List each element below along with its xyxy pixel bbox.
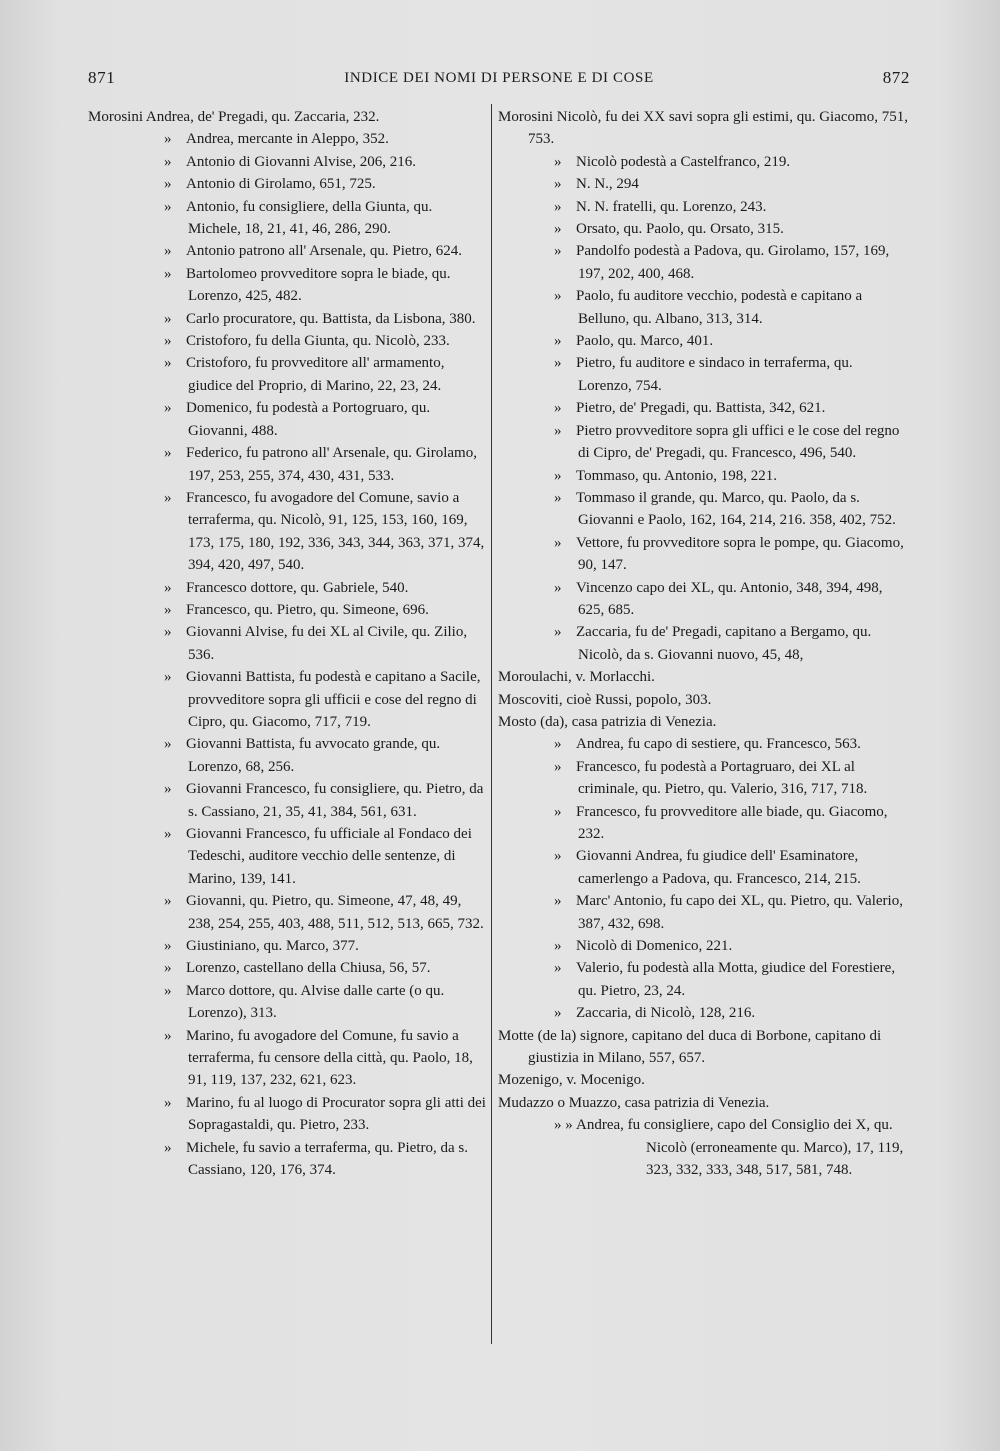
ditto-mark: »	[164, 1027, 172, 1044]
index-entry	[88, 196, 486, 241]
entry-text: Andrea, mercante in Aleppo, 352.	[186, 131, 389, 148]
ditto-mark: »	[554, 938, 562, 955]
index-entry	[498, 801, 910, 846]
ditto-mark: »	[164, 781, 172, 798]
index-entry	[88, 957, 486, 979]
entry-text: Mozenigo, v. Mocenigo.	[498, 1072, 645, 1089]
ditto-mark: »	[164, 736, 172, 753]
index-entry	[498, 397, 910, 419]
ditto-mark: »	[554, 333, 562, 350]
ditto-mark: »	[554, 400, 562, 417]
ditto-mark: »	[164, 131, 172, 148]
index-entry	[498, 577, 910, 622]
entry-text: Giovanni Francesco, fu consigliere, qu. Pietro, da s. Cassiano, 21, 35, 41, 384, 561, 631.	[186, 781, 484, 820]
ditto-mark: »	[164, 176, 172, 193]
entry-text: Marco dottore, qu. Alvise dalle carte (o qu. Lorenzo), 313.	[186, 982, 445, 1022]
index-entry	[498, 689, 910, 711]
entry-text: Morosini Andrea, de' Pregadi, qu. Zaccaria, 232.	[88, 109, 380, 125]
index-entry	[88, 173, 486, 195]
entry-text: Marino, fu al luogo di Procurator sopra gli atti dei Sopragastaldi, qu. Pietro, 233.	[186, 1094, 486, 1134]
index-entry	[498, 285, 910, 330]
ditto-mark: »	[164, 198, 172, 215]
index-entry	[88, 240, 486, 262]
entry-text: Antonio di Girolamo, 651, 725.	[186, 176, 376, 193]
ditto-mark: »	[164, 938, 172, 955]
ditto-mark: »	[164, 960, 172, 977]
entry-text: Giovanni Battista, fu avvocato grande, qu. Lorenzo, 68, 256.	[186, 736, 441, 775]
ditto-mark: »	[164, 153, 172, 170]
ditto-mark: »	[554, 758, 562, 775]
index-entry	[498, 845, 910, 890]
entry-text: Giovanni Battista, fu podestà e capitano a Sacile, provveditore sopra gli ufficii e cose del regno di Cipro, qu. Giacomo, 717, 719.	[186, 669, 481, 730]
index-entry	[88, 1092, 486, 1137]
entry-text: Andrea, fu consigliere, capo del Consiglio dei X, qu. Nicolò (erroneamente qu. Marco), 17, 119, 323, 332, 333, 348, 517, 581, 748.	[576, 1117, 904, 1179]
ditto-mark: »	[554, 198, 562, 215]
index-entry	[498, 666, 910, 688]
index-entry	[498, 218, 910, 240]
ditto-mark: »	[164, 669, 172, 686]
index-entry	[498, 532, 910, 577]
entry-text: Pietro provveditore sopra gli uffici e le cose del regno di Cipro, de' Pregadi, qu. Francesco, 496, 540.	[576, 422, 900, 462]
ditto-mark: »	[554, 1005, 562, 1022]
index-entry	[498, 621, 910, 666]
ditto-mark: »	[164, 601, 172, 618]
entry-text: Vincenzo capo dei XL, qu. Antonio, 348, 394, 498, 625, 685.	[576, 579, 883, 618]
index-entry	[88, 621, 486, 666]
index-entry	[88, 397, 486, 442]
entry-text: Francesco, qu. Pietro, qu. Simeone, 696.	[186, 601, 429, 618]
entry-text: Marino, fu avogadore del Comune, fu savio a terraferma, fu censore della città, qu. Paolo, 18, 91, 119, 137, 232, 621, 623.	[186, 1027, 473, 1089]
entry-text: Zaccaria, di Nicolò, 128, 216.	[576, 1005, 756, 1022]
index-entry	[88, 308, 486, 330]
entry-text: Paolo, fu auditore vecchio, podestà e capitano a Belluno, qu. Albano, 313, 314.	[576, 288, 863, 327]
index-entry	[498, 106, 910, 151]
entry-text: Nicolò di Domenico, 221.	[576, 938, 733, 955]
right-column	[498, 106, 910, 1182]
entry-text: Moscoviti, cioè Russi, popolo, 303.	[498, 691, 712, 708]
entry-text: Francesco, fu avogadore del Comune, savio a terraferma, qu. Nicolò, 91, 125, 153, 160, 169, 173, 175, 180, 192, 336, 343, 344, 363, 371, 374, 394, 420, 497, 540.	[186, 489, 485, 574]
index-entry	[88, 106, 486, 128]
index-entry	[498, 151, 910, 173]
ditto-mark: »	[554, 624, 562, 641]
entry-text: Morosini Nicolò, fu dei XX savi sopra gli estimi, qu. Giacomo, 751, 753.	[498, 109, 908, 148]
entry-text: Motte (de la) signore, capitano del duca di Borbone, capitano di giustizia in Milano, 557, 657.	[498, 1027, 882, 1067]
ditto-mark: »	[164, 445, 172, 462]
ditto-mark: »	[164, 1094, 172, 1111]
index-entry	[498, 756, 910, 801]
index-entry	[88, 151, 486, 173]
entry-text: Zaccaria, fu de' Pregadi, capitano a Bergamo, qu. Nicolò, da s. Giovanni nuovo, 45, 48,	[576, 624, 872, 663]
index-entry	[498, 420, 910, 465]
ditto-mark: »	[554, 803, 562, 820]
index-entry	[88, 823, 486, 890]
entry-text: Federico, fu patrono all' Arsenale, qu. Girolamo, 197, 253, 255, 374, 430, 431, 533.	[186, 445, 477, 484]
ditto-mark: »	[164, 333, 172, 350]
entry-text: Vettore, fu provveditore sopra le pompe, qu. Giacomo, 90, 147.	[576, 534, 904, 574]
index-entry	[88, 577, 486, 599]
ditto-mark: »	[554, 534, 562, 551]
entry-text: Andrea, fu capo di sestiere, qu. Francesco, 563.	[576, 736, 861, 753]
entry-text: Tommaso il grande, qu. Marco, qu. Paolo, da s. Giovanni e Paolo, 162, 164, 214, 216. 358, 402, 752.	[576, 489, 896, 529]
index-entry	[498, 890, 910, 935]
index-entry	[88, 263, 486, 308]
ditto-mark: »	[164, 624, 172, 641]
entry-text: Antonio patrono all' Arsenale, qu. Pietro, 624.	[186, 243, 462, 260]
ditto-mark: » »	[554, 1117, 573, 1134]
index-entry	[88, 935, 486, 957]
index-entry	[498, 465, 910, 487]
ditto-mark: »	[554, 893, 562, 910]
entry-text: Carlo procuratore, qu. Battista, da Lisbona, 380.	[186, 310, 476, 327]
ditto-mark: »	[554, 355, 562, 372]
ditto-mark: »	[164, 579, 172, 596]
ditto-mark: »	[164, 489, 172, 506]
ditto-mark: »	[164, 893, 172, 910]
ditto-mark: »	[164, 355, 172, 372]
index-entry	[88, 733, 486, 778]
entry-text: Giovanni Andrea, fu giudice dell' Esaminatore, camerlengo a Padova, qu. Francesco, 214, 215.	[576, 848, 861, 887]
ditto-mark: »	[554, 288, 562, 305]
entry-text: Mudazzo o Muazzo, casa patrizia di Venezia.	[498, 1094, 770, 1111]
entry-text: Michele, fu savio a terraferma, qu. Pietro, da s. Cassiano, 120, 176, 374.	[186, 1139, 468, 1179]
entry-text: Lorenzo, castellano della Chiusa, 56, 57.	[186, 960, 431, 977]
index-entry	[498, 733, 910, 755]
ditto-mark: »	[554, 221, 562, 238]
index-entry	[88, 128, 486, 150]
ditto-mark: »	[554, 736, 562, 753]
entry-text: Valerio, fu podestà alla Motta, giudice del Forestiere, qu. Pietro, 23, 24.	[576, 960, 896, 999]
entry-text: Giustiniano, qu. Marco, 377.	[186, 938, 359, 955]
ditto-mark: »	[554, 467, 562, 484]
index-entry	[88, 980, 486, 1025]
running-header	[88, 68, 910, 94]
index-entry	[88, 330, 486, 352]
index-entry	[498, 352, 910, 397]
index-entry	[498, 711, 910, 733]
ditto-mark: »	[554, 422, 562, 439]
ditto-mark: »	[554, 579, 562, 596]
ditto-mark: »	[554, 176, 562, 193]
ditto-mark: »	[164, 400, 172, 417]
entry-text: Nicolò podestà a Castelfranco, 219.	[576, 153, 791, 170]
entry-text: Marc' Antonio, fu capo dei XL, qu. Pietro, qu. Valerio, 387, 432, 698.	[576, 893, 903, 932]
index-entry	[498, 196, 910, 218]
index-entry	[88, 599, 486, 621]
entry-text: Francesco dottore, qu. Gabriele, 540.	[186, 579, 409, 596]
index-entry	[498, 1025, 910, 1070]
left-page-number: 871	[88, 68, 116, 87]
entry-text: Bartolomeo provveditore sopra le biade, qu. Lorenzo, 425, 482.	[186, 265, 451, 305]
index-entry	[88, 352, 486, 397]
index-entry	[498, 487, 910, 532]
index-entry	[88, 487, 486, 577]
index-entry	[88, 890, 486, 935]
entry-text: Antonio, fu consigliere, della Giunta, qu. Michele, 18, 21, 41, 46, 286, 290.	[186, 198, 433, 238]
entry-text: Mosto (da), casa patrizia di Venezia.	[498, 713, 717, 730]
entry-text: Giovanni, qu. Pietro, qu. Simeone, 47, 48, 49, 238, 254, 255, 403, 488, 511, 512, 513, 665, 732.	[186, 893, 484, 932]
ditto-mark: »	[554, 960, 562, 977]
entry-text: Francesco, fu provveditore alle biade, qu. Giacomo, 232.	[576, 803, 888, 842]
ditto-mark: »	[164, 1139, 172, 1156]
left-column	[88, 106, 486, 1182]
entry-text: Cristoforo, fu provveditore all' armamento, giudice del Proprio, di Marino, 22, 23, 24.	[186, 355, 445, 394]
index-entry	[88, 778, 486, 823]
ditto-mark: »	[554, 489, 562, 506]
ditto-mark: »	[164, 265, 172, 282]
right-page-number: 872	[882, 68, 910, 87]
index-entry	[498, 240, 910, 285]
entry-text: Pandolfo podestà a Padova, qu. Girolamo, 157, 169, 197, 202, 400, 468.	[576, 243, 890, 282]
index-entry	[498, 935, 910, 957]
ditto-mark: »	[164, 982, 172, 999]
entry-text: Antonio di Giovanni Alvise, 206, 216.	[186, 153, 416, 170]
entry-text: Francesco, fu podestà a Portagruaro, dei XL al criminale, qu. Pietro, qu. Valerio, 316, 717, 718.	[576, 758, 868, 798]
entry-text: Moroulachi, v. Morlacchi.	[498, 669, 655, 686]
index-entry	[498, 1069, 910, 1091]
ditto-mark: »	[554, 243, 562, 260]
entry-text: Pietro, fu auditore e sindaco in terraferma, qu. Lorenzo, 754.	[576, 355, 853, 394]
index-entry	[88, 1137, 486, 1182]
entry-text: Cristoforo, fu della Giunta, qu. Nicolò, 233.	[186, 333, 450, 350]
index-entry	[498, 173, 910, 195]
entry-text: N. N. fratelli, qu. Lorenzo, 243.	[576, 198, 767, 215]
entry-text: Tommaso, qu. Antonio, 198, 221.	[576, 467, 778, 484]
entry-text: Giovanni Alvise, fu dei XL al Civile, qu. Zilio, 536.	[186, 624, 468, 663]
entry-text: N. N., 294	[576, 176, 639, 193]
entry-text: Giovanni Francesco, fu ufficiale al Fondaco dei Tedeschi, auditore vecchio delle sentenze, di Marino, 139, 141.	[186, 826, 472, 887]
running-title: INDICE DEI NOMI DI PERSONE E DI COSE	[344, 70, 654, 86]
index-entry	[498, 330, 910, 352]
ditto-mark: »	[164, 310, 172, 327]
ditto-mark: »	[164, 826, 172, 842]
entry-text: Paolo, qu. Marco, 401.	[576, 333, 714, 350]
ditto-mark: »	[554, 153, 562, 170]
index-entry	[88, 666, 486, 733]
column-divider	[491, 104, 492, 1344]
ditto-mark: »	[554, 848, 562, 865]
entry-text: Orsato, qu. Paolo, qu. Orsato, 315.	[576, 221, 784, 238]
index-entry	[88, 442, 486, 487]
index-entry	[498, 1114, 910, 1181]
index-entry	[498, 957, 910, 1002]
index-entry	[498, 1002, 910, 1024]
ditto-mark: »	[164, 243, 172, 260]
entry-text: Domenico, fu podestà a Portogruaro, qu. Giovanni, 488.	[186, 400, 431, 439]
entry-text: Pietro, de' Pregadi, qu. Battista, 342, 621.	[576, 400, 826, 417]
index-entry	[88, 1025, 486, 1092]
index-entry	[498, 1092, 910, 1114]
